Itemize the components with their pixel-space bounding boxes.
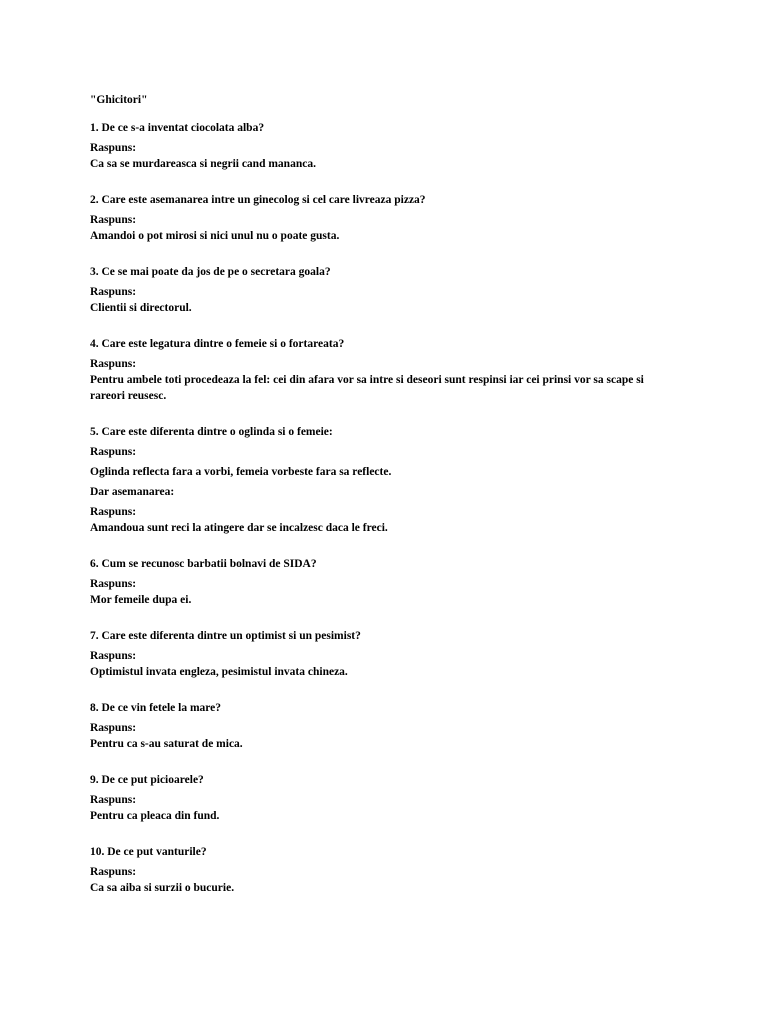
- answer-text: Pentru ca s-au saturat de mica.: [90, 738, 243, 750]
- answer-label: Raspuns:: [90, 358, 137, 370]
- riddle-question: 5. Care este diferenta dintre o oglinda si o femeie:: [90, 426, 333, 438]
- riddle-item-6: [90, 556, 680, 608]
- answer-label: Raspuns:: [90, 794, 137, 806]
- riddle-item-5: [90, 424, 680, 536]
- extra-heading: Dar asemanarea:: [90, 486, 175, 498]
- riddle-question: 7. Care este diferenta dintre un optimist si un pesimist?: [90, 630, 361, 642]
- answer-text: Optimistul invata engleza, pesimistul invata chineza.: [90, 666, 348, 678]
- riddle-item-4: [90, 336, 680, 404]
- document-page: [90, 92, 680, 916]
- extra-answer-text: Amandoua sunt reci la atingere dar se incalzesc daca le freci.: [90, 522, 388, 534]
- answer-label: Raspuns:: [90, 722, 137, 734]
- riddle-question: 10. De ce put vanturile?: [90, 846, 207, 858]
- riddle-item-1: [90, 120, 680, 172]
- answer-label: Raspuns:: [90, 446, 137, 458]
- answer-text: Oglinda reflecta fara a vorbi, femeia vorbeste fara sa reflecte.: [90, 466, 392, 478]
- answer-text: Ca sa se murdareasca si negrii cand mananca.: [90, 158, 316, 170]
- answer-label: Raspuns:: [90, 650, 137, 662]
- riddle-question: 3. Ce se mai poate da jos de pe o secretara goala?: [90, 266, 331, 278]
- answer-text: Mor femeile dupa ei.: [90, 594, 192, 606]
- riddle-item-8: [90, 700, 680, 752]
- answer-text: Pentru ca pleaca din fund.: [90, 810, 220, 822]
- riddle-item-2: [90, 192, 680, 244]
- riddle-item-10: [90, 844, 680, 896]
- riddle-question: 4. Care este legatura dintre o femeie si o fortareata?: [90, 338, 345, 350]
- riddle-item-3: [90, 264, 680, 316]
- answer-label: Raspuns:: [90, 214, 137, 226]
- riddle-item-7: [90, 628, 680, 680]
- riddle-question: 8. De ce vin fetele la mare?: [90, 702, 222, 714]
- extra-answer-label: Raspuns:: [90, 506, 137, 518]
- answer-label: Raspuns:: [90, 866, 137, 878]
- answer-label: Raspuns:: [90, 286, 137, 298]
- riddle-question: 6. Cum se recunosc barbatii bolnavi de SIDA?: [90, 558, 317, 570]
- riddle-item-9: [90, 772, 680, 824]
- riddle-question: 9. De ce put picioarele?: [90, 774, 204, 786]
- answer-text: Clientii si directorul.: [90, 302, 192, 314]
- answer-label: Raspuns:: [90, 142, 137, 154]
- document-title: "Ghicitori": [90, 94, 148, 106]
- answer-text: Ca sa aiba si surzii o bucurie.: [90, 882, 235, 894]
- answer-text: Pentru ambele toti procedeaza la fel: cei din afara vor sa intre si deseori sunt respinsi iar cei prinsi vor sa scape si rareori reusesc.: [90, 374, 644, 402]
- riddle-question: 2. Care este asemanarea intre un ginecolog si cel care livreaza pizza?: [90, 194, 426, 206]
- answer-text: Amandoi o pot mirosi si nici unul nu o poate gusta.: [90, 230, 340, 242]
- riddle-question: 1. De ce s-a inventat ciocolata alba?: [90, 122, 265, 134]
- answer-label: Raspuns:: [90, 578, 137, 590]
